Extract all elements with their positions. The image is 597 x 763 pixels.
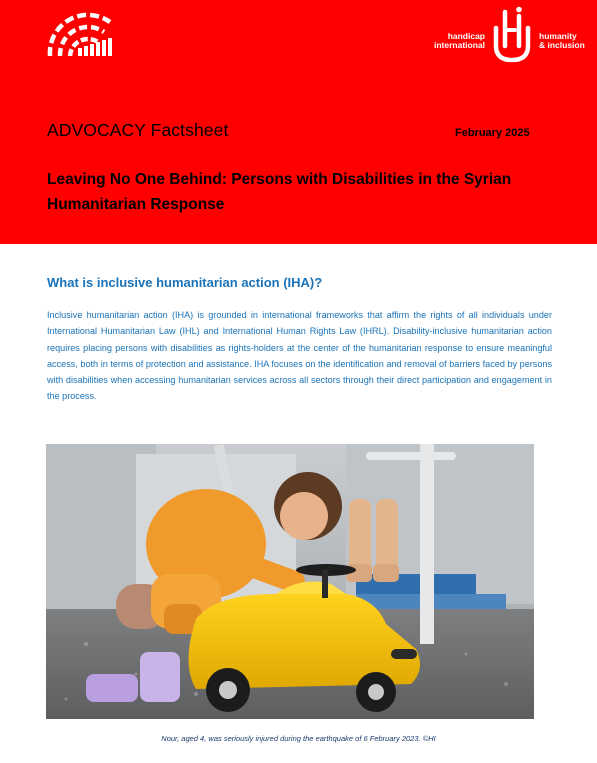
document-date: February 2025 bbox=[455, 127, 530, 139]
broadcast-fan-logo-icon bbox=[44, 12, 116, 60]
photo-caption: Nour, aged 4, was seriously injured during the earthquake of 6 February 2023. ©HI bbox=[161, 734, 436, 743]
hi-brand-logo bbox=[430, 6, 585, 64]
brand-right-line2: & inclusion bbox=[539, 40, 585, 50]
child-rehabilitation-photo bbox=[46, 444, 534, 719]
brand-name-left bbox=[433, 32, 485, 50]
document-type: ADVOCACY Factsheet bbox=[47, 120, 229, 140]
hi-hand-icon bbox=[490, 6, 534, 64]
brand-left-line2: international bbox=[433, 40, 485, 50]
brand-left-line1: handicap bbox=[447, 31, 485, 41]
photo-illustration bbox=[46, 444, 534, 719]
document-title: Leaving No One Behind: Persons with Disabilities in the Syrian Humanitarian Response bbox=[47, 171, 512, 213]
section-heading: What is inclusive humanitarian action (IHA)? bbox=[47, 275, 323, 290]
brand-name-right bbox=[539, 32, 589, 50]
section-body: Inclusive humanitarian action (IHA) is grounded in international frameworks that affirm the rights of all individuals under International Humanitarian Law (IHL) and International Human Rights Law (IHRL). Disability-inclusive humanitarian action requires placing persons with disabilities as rights-holders at the center of the humanitarian response to ensure meaningful access, both in terms of protection and assistance. IHA focuses on the identification and removal of barriers faced by persons with disabilities when accessing humanitarian services across all sectors through their direct participation and engagement in the process. bbox=[47, 310, 552, 402]
brand-right-line1: humanity bbox=[539, 31, 577, 41]
header-banner bbox=[0, 0, 597, 244]
